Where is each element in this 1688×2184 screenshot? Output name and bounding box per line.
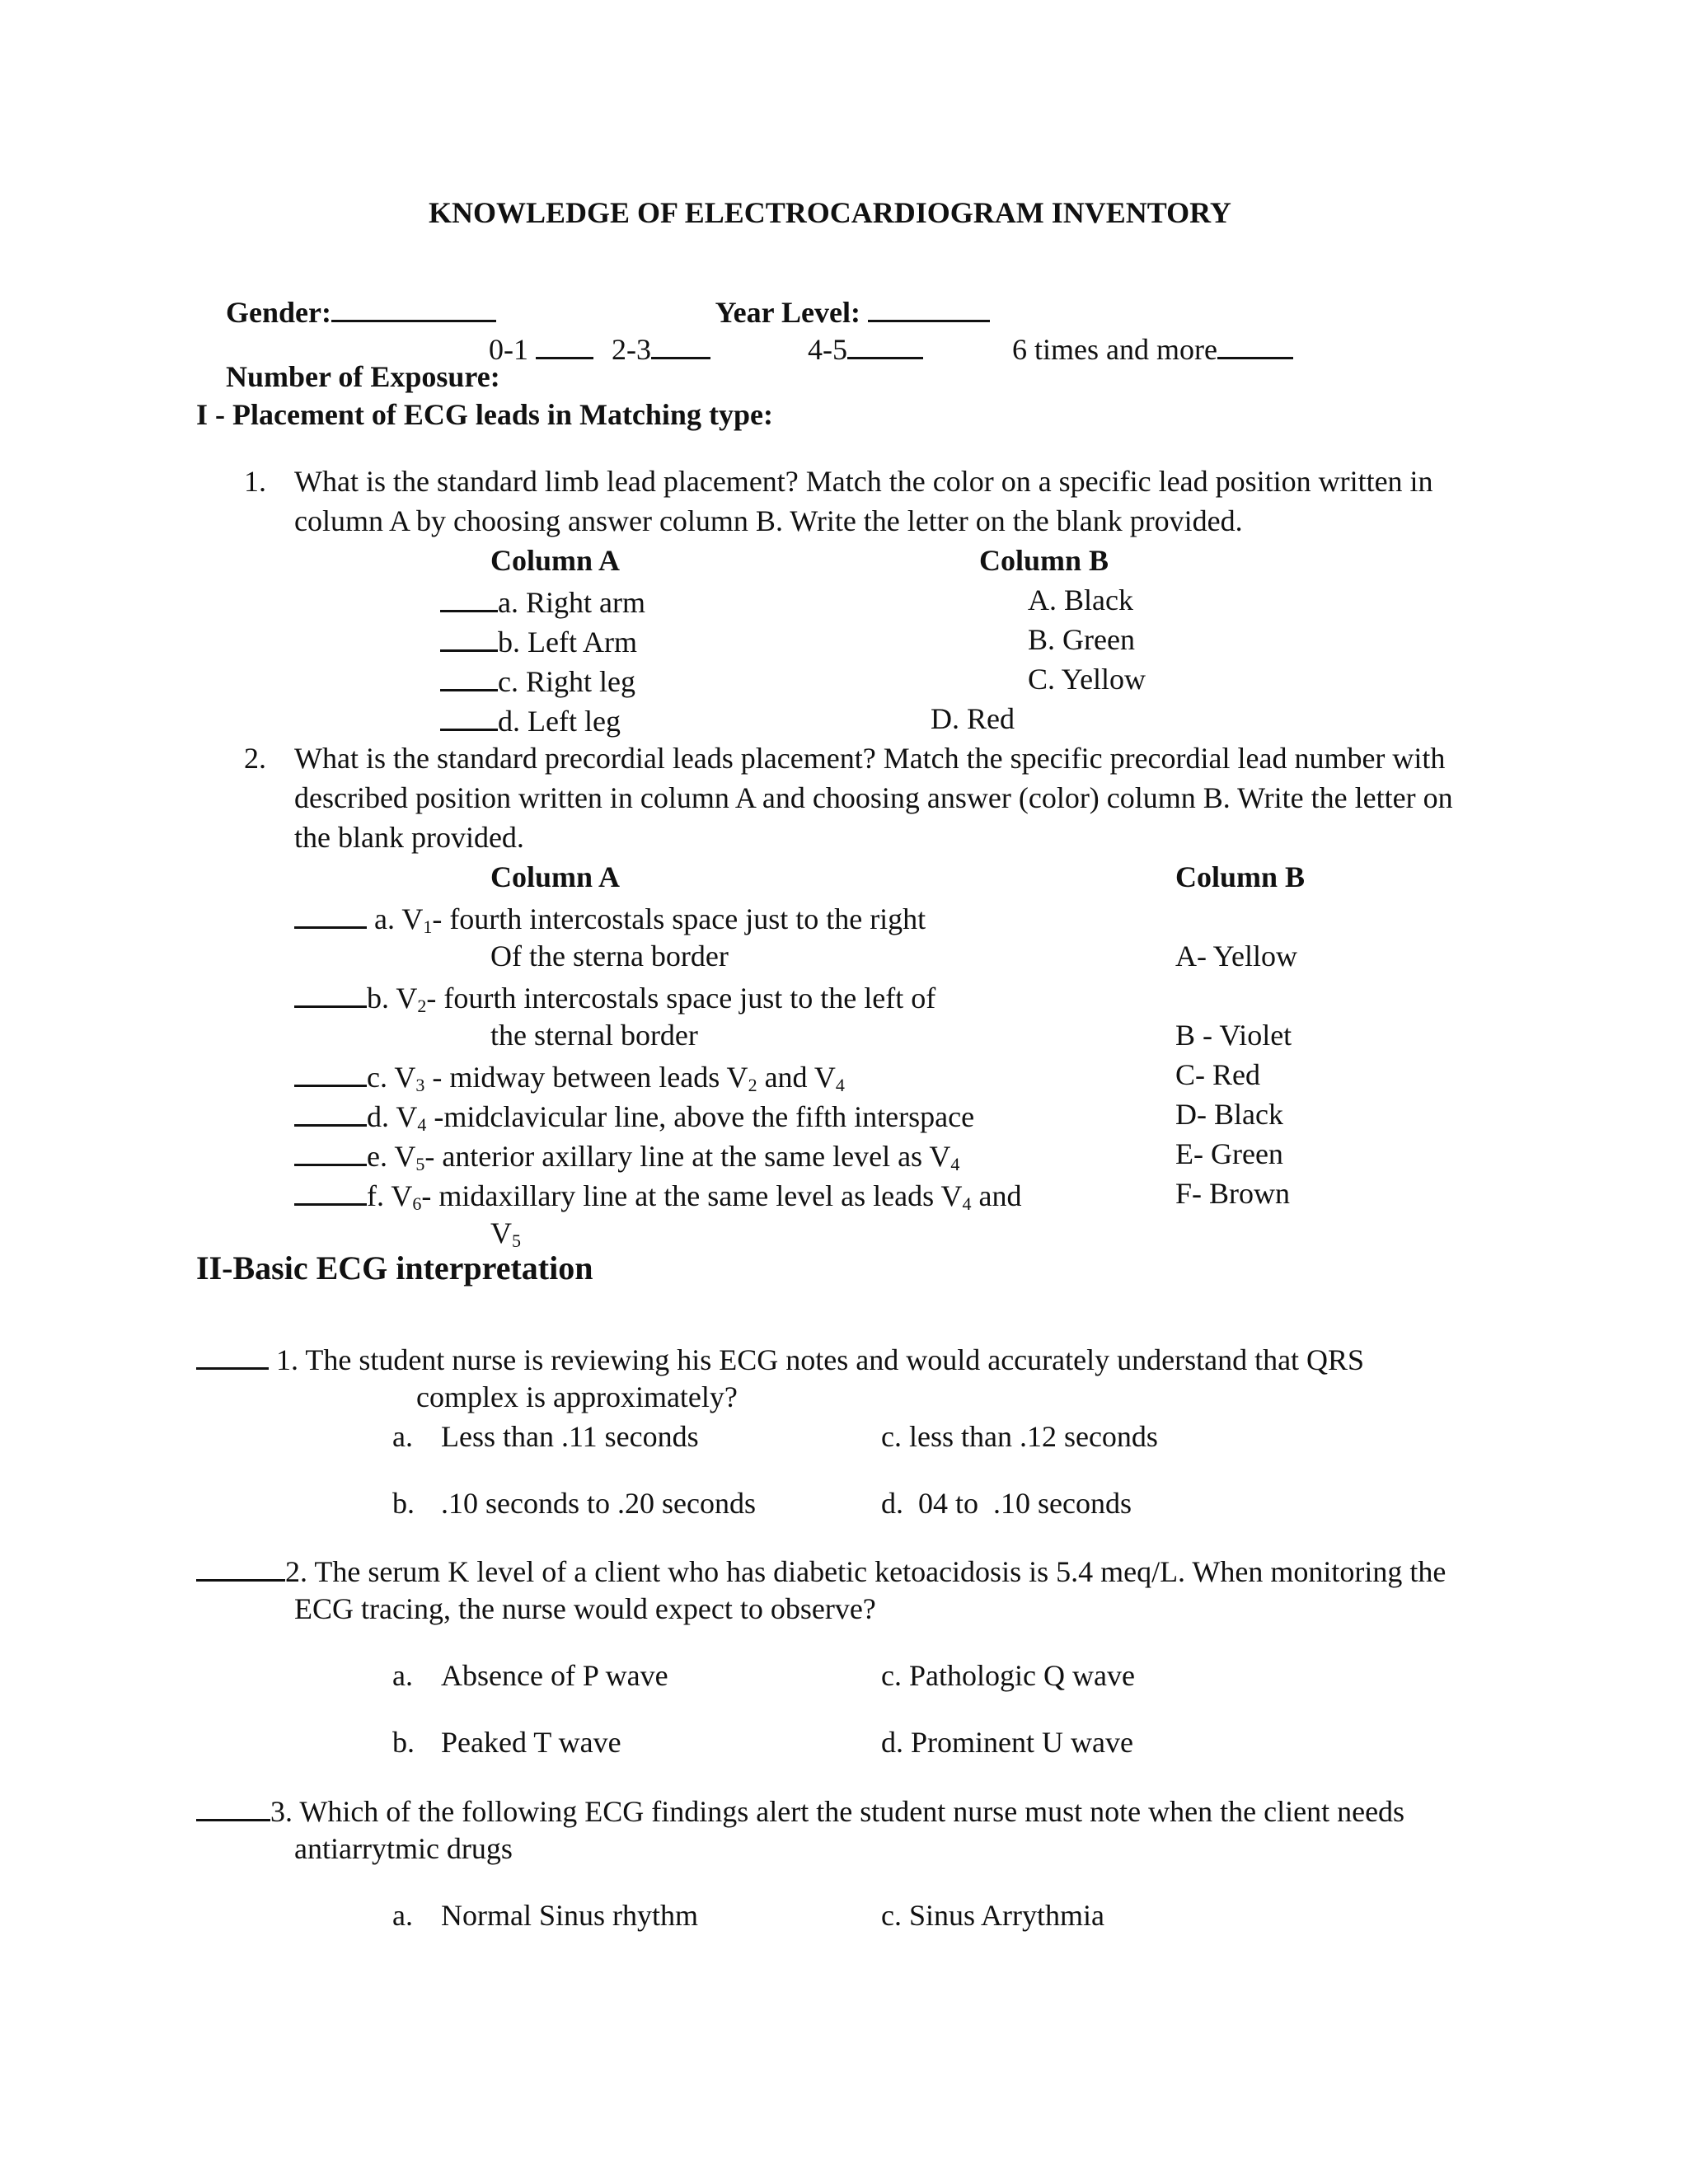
exposure-option-4-5 [808,332,923,364]
s2-q1-text: 1. The student nurse is reviewing his ECG notes and would accurately understand that QRS [276,1343,1365,1376]
q1-number: 1. [244,465,266,498]
answer-blank[interactable] [196,1554,285,1582]
q2-item-a [294,902,926,936]
answer-blank[interactable] [440,664,498,691]
q2-item-text: c. V [367,1061,416,1094]
q2-item-f-cont [490,1218,521,1250]
q2-number: 2. [244,742,266,775]
q2-item-text: b. V [367,982,418,1015]
s2-q3-opt-a-letter: a. [392,1899,413,1932]
q2-item-f [294,1179,1021,1213]
subscript: 5 [415,1154,425,1174]
s2-q3-line2: antiarrytmic drugs [294,1832,513,1865]
q2-choice-e: E- Green [1175,1137,1283,1170]
s2-q2-opt-a-letter: a. [392,1659,413,1692]
q2-item-text: - fourth intercostals space just to the right [432,902,926,935]
q1-text-line1: What is the standard limb lead placement? Match the color on a specific lead position written in [294,465,1433,498]
answer-blank[interactable] [294,981,367,1008]
q1-choice-d: D. Red [931,702,1015,735]
q2-item-a-cont: Of the sterna border [490,940,729,972]
q2-item-d [294,1099,974,1134]
answer-blank[interactable] [294,902,367,929]
year-level-label-text: Year Level: [715,296,860,329]
answer-blank[interactable] [440,625,498,652]
s2-q3-text: 3. Which of the following ECG findings alert the student nurse must note when the client needs [270,1795,1405,1828]
s2-q2-line2: ECG tracing, the nurse would expect to observe? [294,1592,876,1625]
q1-choice-b: B. Green [1028,623,1135,656]
q2-item-text: a. V [374,902,424,935]
q2-choice-b: B - Violet [1175,1019,1292,1052]
s2-q2-opt-c: c. Pathologic Q wave [881,1659,1135,1692]
q2-item-text: -midclavicular line, above the fifth interspace [426,1100,975,1133]
exposure-option-label: 4-5 [808,333,847,366]
q1-item-a [440,585,645,617]
q2-item-text: d. V [367,1100,418,1133]
q2-choice-f: F- Brown [1175,1177,1291,1210]
q2-item-text: and [971,1179,1022,1212]
q2-item-c [294,1060,845,1094]
s2-q1-opt-c: c. less than .12 seconds [881,1420,1158,1453]
subscript: 2 [417,996,427,1016]
section1-title: I - Placement of ECG leads in Matching type: [196,398,773,431]
subscript: 5 [512,1230,521,1251]
year-level-blank[interactable] [868,295,990,322]
q2-item-text: - fourth intercostals space just to the left of [426,982,936,1015]
q2-text-line3: the blank provided. [294,821,524,854]
s2-q1 [196,1343,1364,1375]
exposure-blank-2-3[interactable] [651,332,710,359]
q2-choice-d: D- Black [1175,1098,1283,1131]
exposure-label: Number of Exposure: [226,360,500,393]
s2-q3-opt-c: c. Sinus Arrythmia [881,1899,1104,1932]
exposure-option-0-1 [489,332,593,364]
s2-q1-opt-b: .10 seconds to .20 seconds [441,1487,756,1520]
q1-choice-c: C. Yellow [1028,663,1146,696]
q2-item-text: - midway between leads V [424,1061,748,1094]
exposure-blank-4-5[interactable] [847,332,923,359]
answer-blank[interactable] [196,1343,269,1370]
s2-q2 [196,1554,1446,1586]
q1-item-label: d. Left leg [498,705,621,738]
q1-column-b-header: Column B [979,544,1109,577]
q2-item-e [294,1139,959,1174]
subscript: 2 [748,1075,757,1095]
answer-blank[interactable] [294,1099,367,1127]
q2-item-text: e. V [367,1140,416,1173]
q1-item-label: a. Right arm [498,586,645,619]
q2-item-text: - midaxillary line at the same level as leads V [421,1179,963,1212]
q2-item-text: and V [757,1061,836,1094]
q1-column-a-header: Column A [490,544,621,577]
q1-item-c [440,664,635,696]
s2-q2-opt-a: Absence of P wave [441,1659,668,1692]
exposure-option-label: 2-3 [612,333,651,366]
q1-item-label: c. Right leg [498,665,635,698]
subscript: 6 [412,1193,422,1214]
page-title: KNOWLEDGE OF ELECTROCARDIOGRAM INVENTORY [429,196,1231,229]
q2-column-b-header: Column B [1175,860,1306,893]
q2-item-b-cont: the sternal border [490,1019,698,1052]
exposure-blank-0-1[interactable] [536,332,593,359]
exposure-option-label: 6 times and more [1012,333,1217,366]
answer-blank[interactable] [440,585,498,612]
subscript: 4 [962,1193,972,1214]
s2-q2-opt-b: Peaked T wave [441,1726,621,1759]
q2-text-line2: described position written in column A and choosing answer (color) column B. Write the letter on [294,781,1453,814]
section2-title: II-Basic ECG interpretation [196,1249,593,1286]
subscript: 1 [423,916,433,937]
s2-q2-text: 2. The serum K level of a client who has diabetic ketoacidosis is 5.4 meq/L. When monitoring the [285,1555,1447,1588]
q2-item-text: V [490,1216,512,1249]
subscript: 4 [417,1114,427,1135]
subscript: 4 [950,1154,960,1174]
q1-text-line2: column A by choosing answer column B. Write the letter on the blank provided. [294,504,1243,537]
exposure-option-2-3 [612,332,710,364]
gender-blank[interactable] [331,295,496,322]
answer-blank[interactable] [294,1139,367,1166]
s2-q3-opt-a: Normal Sinus rhythm [441,1899,698,1932]
s2-q2-opt-d: d. Prominent U wave [881,1726,1133,1759]
exposure-blank-6plus[interactable] [1217,332,1293,359]
q2-item-text: f. V [367,1179,413,1212]
exposure-option-label: 0-1 [489,333,528,366]
s2-q1-opt-d: d. 04 to .10 seconds [881,1487,1132,1520]
q1-item-d [440,704,621,736]
q2-column-a-header: Column A [490,860,621,893]
s2-q1-opt-b-letter: b. [392,1487,415,1520]
q1-item-label: b. Left Arm [498,626,637,658]
answer-blank[interactable] [196,1794,270,1821]
subscript: 3 [415,1075,425,1095]
q2-item-text: - anterior axillary line at the same level as V [424,1140,951,1173]
s2-q1-line2: complex is approximately? [416,1380,738,1413]
s2-q1-opt-a: Less than .11 seconds [441,1420,699,1453]
s2-q3 [196,1794,1404,1826]
exposure-option-6plus [1012,332,1293,364]
answer-blank[interactable] [294,1060,367,1087]
s2-q2-opt-b-letter: b. [392,1726,415,1759]
q1-item-b [440,625,637,657]
gender-label-text: Gender: [226,296,331,329]
answer-blank[interactable] [440,704,498,731]
q2-text-line1: What is the standard precordial leads placement? Match the specific precordial lead number with [294,742,1446,775]
q2-choice-a: A- Yellow [1175,940,1298,972]
subscript: 4 [835,1075,845,1095]
s2-q1-opt-a-letter: a. [392,1420,413,1453]
answer-blank[interactable] [294,1179,367,1206]
q2-item-b [294,981,935,1015]
q2-choice-c: C- Red [1175,1058,1260,1091]
q1-choice-a: A. Black [1028,583,1133,616]
